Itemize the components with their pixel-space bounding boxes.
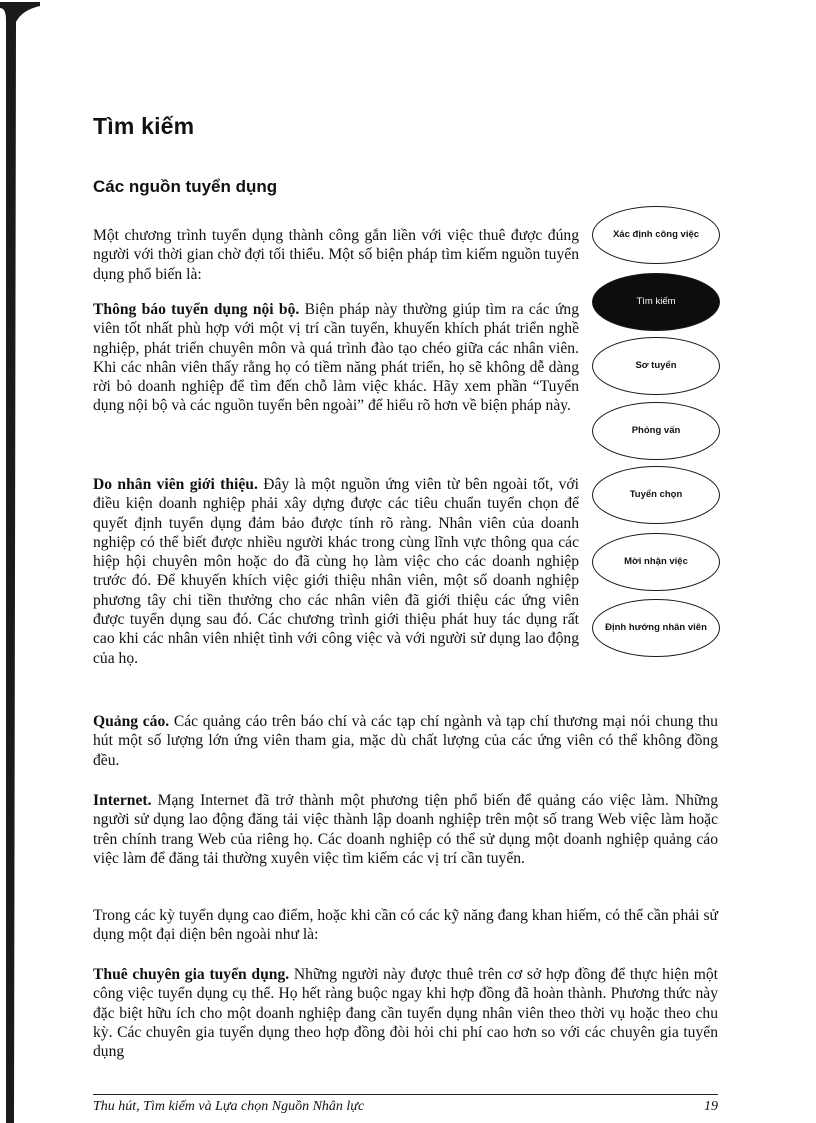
recruitment-process-diagram xyxy=(592,206,724,666)
step-job-offer: Mời nhận việc xyxy=(592,533,720,591)
paragraph-lead: Do nhân viên giới thiệu. xyxy=(93,476,258,493)
step-orientation: Định hướng nhân viên xyxy=(592,599,720,657)
paragraph-employee-referral: Do nhân viên giới thiệu. Đây là một nguồn ứng viên từ bên ngoài tốt, với điều kiện doanh nghiệp phải xây dựng được các tiêu chuẩn tuyển chọn để quyết định tuyển dụng đảm bảo được tính rõ ràng. Nhân viên của doanh nghiệp có thể biết được nhiều người khác trong cùng lĩnh vực thông qua các hiệp hội chuyên môn hoặc do đã cùng họ làm việc cho các doanh nghiệp trước đó. Để khuyến khích việc giới thiệu nhân viên, một số doanh nghiệp phương tây chi tiền thưởng cho các nhân viên đã giới thiệu các ứng viên được tuyển dụng sau đó. Các chương trình giới thiệu phát huy tác dụng rất cao khi các nhân viên nhiệt tình với công việc và với người sử dụng lao động của họ. xyxy=(93,476,579,667)
footer-book-title: Thu hút, Tìm kiếm và Lựa chọn Nguồn Nhân lực xyxy=(93,1099,365,1114)
paragraph-advertising: Quảng cáo. Các quảng cáo trên báo chí và các tạp chí ngành và tạp chí thương mại nói chung thu hút một số lượng lớn ứng viên tham gia, mặc dù chất lượng của các ứng viên có thể không đồng đều. xyxy=(93,713,718,769)
footer-rule xyxy=(93,1094,718,1095)
step-define-job: Xác định công việc xyxy=(592,206,720,264)
page-number: 19 xyxy=(704,1099,718,1114)
step-interview: Phỏng vấn xyxy=(592,402,720,460)
step-screening: Sơ tuyển xyxy=(592,337,720,395)
paragraph-peak-periods: Trong các kỳ tuyển dụng cao điểm, hoặc khi cần có các kỹ năng đang khan hiếm, có thể cần phải sử dụng một đại diện bên ngoài như là: xyxy=(93,907,718,944)
step-selection: Tuyển chọn xyxy=(592,466,720,524)
paragraph-intro: Một chương trình tuyển dụng thành công gắn liền với việc thuê được đúng người với thời gian chờ đợi tối thiểu. Một số biện pháp tìm kiếm nguồn tuyển dụng phổ biến là: xyxy=(93,227,579,283)
paragraph-lead: Thông báo tuyển dụng nội bộ. xyxy=(93,301,300,318)
step-search: Tìm kiếm xyxy=(592,273,720,331)
section-title: Các nguồn tuyển dụng xyxy=(93,177,278,196)
corner-brush-mark xyxy=(0,0,60,1123)
paragraph-lead: Quảng cáo. xyxy=(93,713,170,730)
paragraph-internet: Internet. Mạng Internet đã trở thành một phương tiện phổ biến để quảng cáo việc làm. Những người sử dụng lao động đăng tải việc thành lập doanh nghiệp trên một số trang Web việc làm hoặc trên chính trang Web của riêng họ. Các doanh nghiệp có thể sử dụng một doanh nghiệp quảng cáo việc làm để đăng tải thường xuyên việc tìm kiếm các vị trí cần tuyển. xyxy=(93,792,718,867)
chapter-title: Tìm kiếm xyxy=(93,113,195,139)
paragraph-lead: Internet. xyxy=(93,792,152,809)
paragraph-contract-recruiters: Thuê chuyên gia tuyển dụng. Những người này được thuê trên cơ sở hợp đồng để thực hiện một công việc tuyển dụng cụ thể. Họ hết ràng buộc ngay khi hợp đồng đã hoàn thành. Phương thức này đặc biệt hữu ích cho một doanh nghiệp đang cần tuyển dụng nhân viên theo thời vụ hoặc theo chu kỳ. Các chuyên gia tuyển dụng theo hợp đồng đòi hỏi chi phí cao hơn so với các chuyên gia tuyển dụng xyxy=(93,966,718,1061)
paragraph-lead: Thuê chuyên gia tuyển dụng. xyxy=(93,966,290,983)
paragraph-internal-posting: Thông báo tuyển dụng nội bộ. Biện pháp này thường giúp tìm ra các ứng viên tốt nhất phù hợp với một vị trí cần tuyển, khuyến khích phát triển nghề nghiệp, phát triển chuyên môn và quá trình đào tạo chéo giữa các nhân viên. Khi các nhân viên thấy rằng họ có tiềm năng phát triển, họ sẽ không dễ dàng rời bỏ doanh nghiệp để tìm đến chỗ làm việc khác. Hãy xem phần “Tuyển dụng nội bộ và các nguồn tuyển bên ngoài” để hiểu rõ hơn về biện pháp này. xyxy=(93,301,579,415)
